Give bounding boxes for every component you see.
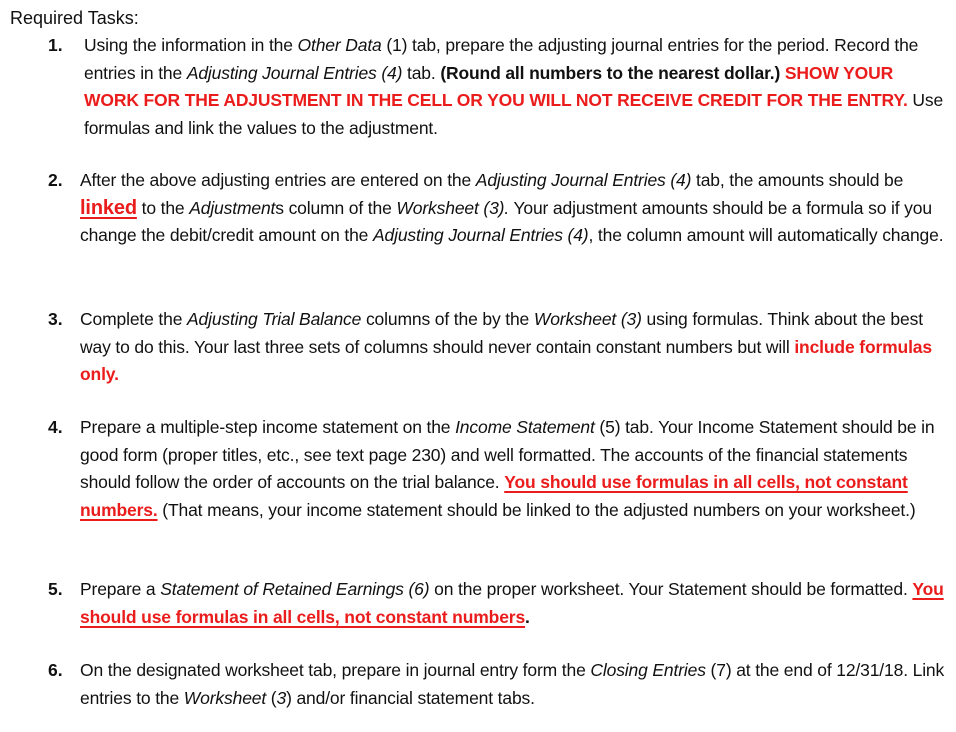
text-run: ) and/or financial statement tabs. [286,687,535,708]
text-run: , the column amount will automatically change. [588,225,944,245]
text-run: On the designated worksheet tab, prepare in journal entry form the [80,660,591,680]
red-underlined-emphasis: You should use formulas in all cells, not constant numbers. [80,472,908,520]
text-run: (7) at the end of 12/31/18. Link entries to the [80,660,945,708]
text-run: Your adjustment amounts should be a formula so if you change the debit/credit amount on the [80,197,932,245]
tab-reference: Adjusting Journal Entries (4) [475,170,692,190]
tab-reference: Other Data [297,35,382,55]
text-run: ( [266,687,277,708]
text-run: tab, the amounts should be [691,170,904,190]
text-run: (5) tab. Your Income Statement should be in good form (proper titles, etc., see text page 230) and well formatted. The accounts of the financial statements should follow the order of accounts on the trial balance. [80,417,935,492]
text-run: (1) tab, prepare the adjusting journal entries for the period. Record the entries in the [84,35,919,83]
red-emphasis: include formulas only. [80,336,932,384]
text-run: After the above adjusting entries are entered on the [80,170,476,190]
tab-reference: Adjusting Journal Entries (4) [186,62,403,83]
task-number: 6. [48,660,63,680]
column-reference: Adjustment [189,197,276,218]
text-run: (That means, your income statement should be linked to the adjusted numbers on your worksheet.) [157,499,916,520]
linked-emphasis: linked [80,196,137,219]
tab-reference: Income Statement [455,417,595,437]
task-text [80,576,946,631]
task-text [80,657,946,712]
task-number: 3. [48,309,63,329]
task-text [80,306,946,389]
task-number: 5. [48,579,63,599]
text-run: Complete the [80,309,187,329]
text-run: Using the information in the [84,35,298,55]
text-run: . [525,606,530,627]
text-run: Prepare a [80,579,161,599]
text-run: columns of the by the [361,309,534,329]
red-underlined-emphasis: You should use formulas in all cells, not constant numbers [80,579,944,627]
red-warning: SHOW YOUR WORK FOR THE ADJUSTMENT IN THE CELL OR YOU WILL NOT RECEIVE CREDIT FOR THE ENTRY. [84,62,908,110]
task-number: 4. [48,417,63,437]
rounding-instruction: (Round all numbers to the nearest dollar.) [440,62,781,83]
task-text [84,32,946,142]
task-text [80,167,946,250]
text-run: tab. [402,62,441,83]
text-run: 3 [276,687,287,708]
text-run: on the proper worksheet. Your Statement should be formatted. [429,579,913,599]
tab-reference: Adjusting Journal Entries (4) [372,225,589,245]
text-run: Use formulas and link the values to the adjustment. [84,90,944,138]
tab-reference: Statement of Retained Earnings (6) [160,579,430,599]
text-run: Prepare a multiple-step income statement on the [80,417,456,437]
tab-reference: Worksheet (3) [533,309,642,329]
tab-reference: Worksheet [183,687,267,708]
task-number: 2. [48,170,63,190]
text-run: s column of the [275,197,397,218]
task-number: 1. [48,35,63,55]
tab-reference: Closing Entries [590,660,706,680]
text-run: using formulas. Think about the best way to do this. Your last three sets of columns should never contain constant numbers but will [80,309,923,357]
text-run: to the [136,197,190,218]
column-reference: Adjusting Trial Balance [187,309,362,329]
required-tasks-heading: Required Tasks: [10,8,139,28]
tab-reference: Worksheet (3). [396,197,510,218]
task-text [80,414,946,524]
